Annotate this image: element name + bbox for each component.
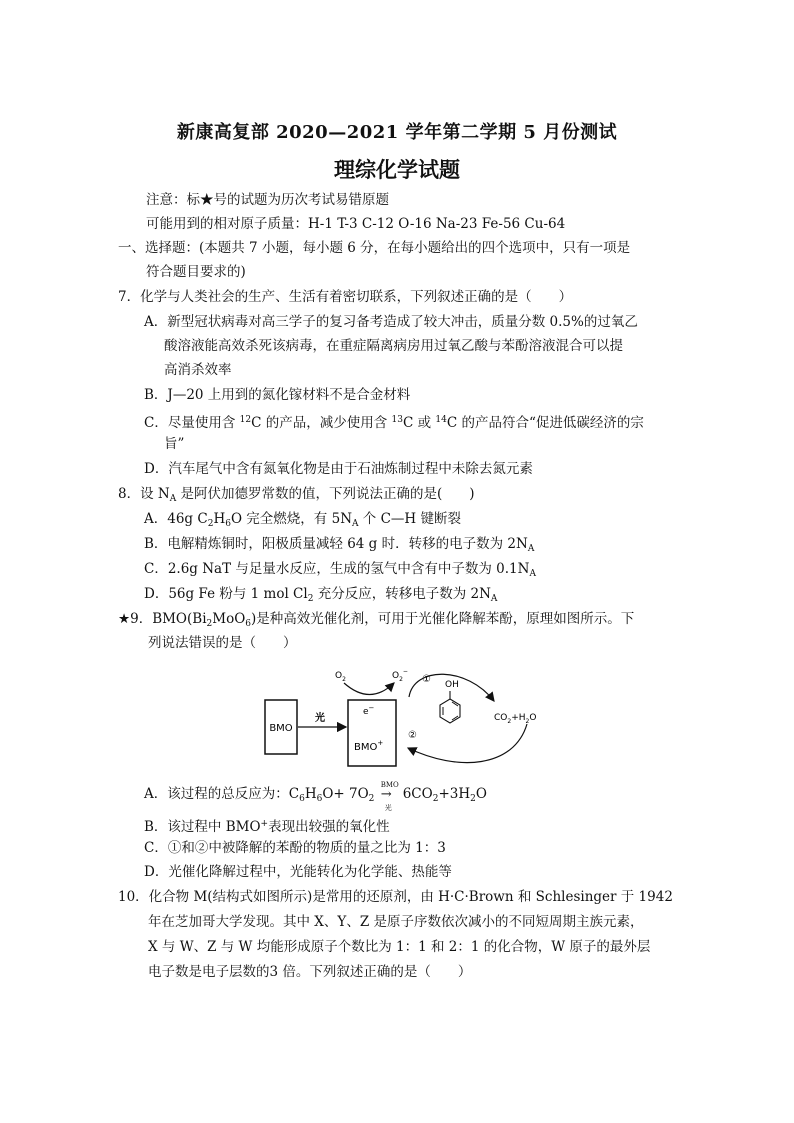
text: 8．设 N [118,486,170,502]
co-text: CO [494,713,508,723]
light-condition: 光 [384,804,392,812]
text: )是种高效光催化剂，可用于光催化降解苯酚，原理如图所示。下 [251,611,635,627]
step2-label: ② [408,730,417,741]
exam-title: 新康高复部 2020—2021 学年第二学期 5 月份测试 [176,122,618,143]
subscript: 2 [399,676,403,683]
q8-option-c [144,559,536,584]
superscript: − [402,668,408,675]
q9-option-d: D．光催化降解过程中，光能转化为化学能、热能等 [144,864,452,880]
q10-stem-cont: 年在芝加哥大学发现。其中 X、Y、Z 是原子序数依次减小的不同短周期主族元素， [148,914,644,930]
q9-stem [118,609,634,634]
arrow-glyph: → [380,787,392,802]
reaction-arrow [379,781,403,812]
subscript: 6 [299,794,305,804]
plus-h-text: +H [511,713,526,723]
text: C．2.6g NaT 与足量水反应，生成的氢气中含有中子数为 0.1N [144,561,530,577]
q8-option-a [144,509,461,534]
catalyst-label: BMO [380,781,399,789]
step1-label: ① [422,674,431,685]
o-text: O [335,671,343,681]
product-label [494,713,536,725]
step2-arrow [408,724,527,763]
text: ★9．BMO(Bi [118,611,207,627]
oh-label: OH [445,680,459,690]
bmo-plus-label [354,739,383,753]
q7-option-a-cont: 高消杀效率 [164,362,232,378]
q7-option-b: B．J—20 上用到的氮化镓材料不是合金材料 [144,387,411,403]
electron-sign: − [368,704,375,712]
text: H [213,511,226,527]
o2-right-label [392,668,408,683]
text: C 的产品，减少使用含 [251,415,392,431]
exam-subtitle: 理综化学试题 [334,157,460,182]
text: 是阿伏加德罗常数的值，下列说法正确的是( ) [176,486,475,502]
subscript: 2 [432,794,439,804]
subscript: A [529,569,536,579]
text: C 或 [402,415,436,431]
q9-option-c: C．①和②中被降解的苯酚的物质的量之比为 1：3 [144,840,446,856]
q7-option-c-cont: 旨” [164,436,185,452]
subscript: A [169,494,177,504]
text: D．56g Fe 粉与 1 mol Cl [144,586,308,602]
text: A．46g C [144,511,208,527]
text: O 完全燃烧，有 5N [230,511,353,527]
o2-curve-arrow [344,683,394,695]
atomic-mass-line: 可能用到的相对原子质量：H-1 T-3 C-12 O-16 Na-23 Fe-56 Cu-64 [146,216,566,232]
q7-option-a-cont: 酸溶液能高效杀死该病毒，在重症隔离病房用过氧乙酸与苯酚溶液混合可以提 [164,338,623,354]
subscript: 6 [316,794,323,804]
text: O [475,786,487,802]
q7-option-a: A．新型冠状病毒对高三学子的复习备考造成了较大冲击，质量分数 0.5%的过氧乙 [144,314,638,330]
q8-option-b [144,534,534,559]
subscript: 2 [470,794,476,804]
text: 表现出较强的氧化性 [268,819,390,835]
light-label: 光 [315,713,325,724]
q9-option-b [144,814,390,837]
text: B．电解精炼铜时，阳极质量减轻 64 g 时．转移的电子数为 2N [144,536,528,552]
bmo-text: BMO [354,742,378,753]
subscript: A [352,519,359,529]
isotope-mass: 13 [391,415,403,425]
o2-left-label [335,671,346,683]
subscript: 2 [307,594,314,604]
q7-option-c [144,410,644,433]
q10-stem-cont: 电子数是电子层数的3 倍。下列叙述正确的是（ ） [148,964,472,980]
q10-stem-cont: X 与 W、Z 与 W 均能形成原子个数比为 1：1 和 2：1 的化合物，W 原子的最外层 [148,939,651,955]
q8-option-d [144,584,497,609]
q9-option-a [144,781,487,812]
subscript: A [490,594,498,604]
q7-stem: 7．化学与人类社会的生产、生活有着密切联系，下列叙述正确的是（ ） [118,289,573,305]
bmo-label: BMO [269,723,293,734]
subscript: 2 [206,619,213,629]
o-text: O [529,713,537,723]
text: +3H [438,786,471,802]
electron-symbol: e [363,707,369,717]
o-text: O [392,671,400,681]
subscript: 2 [368,794,375,804]
q9-stem-cont: 列说法错误的是（ ） [148,635,297,651]
text: H [304,786,317,802]
plus-sign: + [377,739,384,747]
text: 6CO [402,786,433,802]
note-line: 注意：标★号的试题为历次考试易错原题 [146,192,389,208]
subscript: 6 [245,619,252,629]
section-heading: 一、选择题：(本题共 7 小题，每小题 6 分，在每小题给出的四个选项中，只有一项是 [118,240,631,256]
isotope-mass: 14 [435,415,447,425]
subscript: 2 [342,676,346,683]
text: 个 C—H 键断裂 [358,511,461,527]
superscript: + [260,819,269,829]
photocatalysis-diagram [262,664,562,774]
text: O+ 7O [322,786,369,802]
subscript: 2 [525,718,530,725]
text: C．尽量使用含 [144,415,240,431]
text: MoO [212,611,246,627]
subscript: A [527,544,535,554]
q10-stem: 10．化合物 M(结构式如图所示)是常用的还原剂，由 H·C·Brown 和 Schlesinger 于 1942 [118,889,673,905]
text: C 的产品符合“促进低碳经济的宗 [446,415,644,431]
q8-stem [118,484,475,509]
electron-label [363,704,375,717]
text: 充分反应，转移电子数为 2N [313,586,491,602]
subscript: 2 [207,519,214,529]
section-heading-cont: 符合题目要求的) [146,264,246,280]
q7-option-d: D．汽车尾气中含有氮氧化物是由于石油炼制过程中未除去氮元素 [144,461,533,477]
isotope-mass: 12 [239,415,252,425]
text: A．该过程的总反应为：C [144,786,300,802]
subscript: 2 [507,718,512,725]
text: B．该过程中 BMO [144,819,261,835]
subscript: 6 [225,519,231,529]
